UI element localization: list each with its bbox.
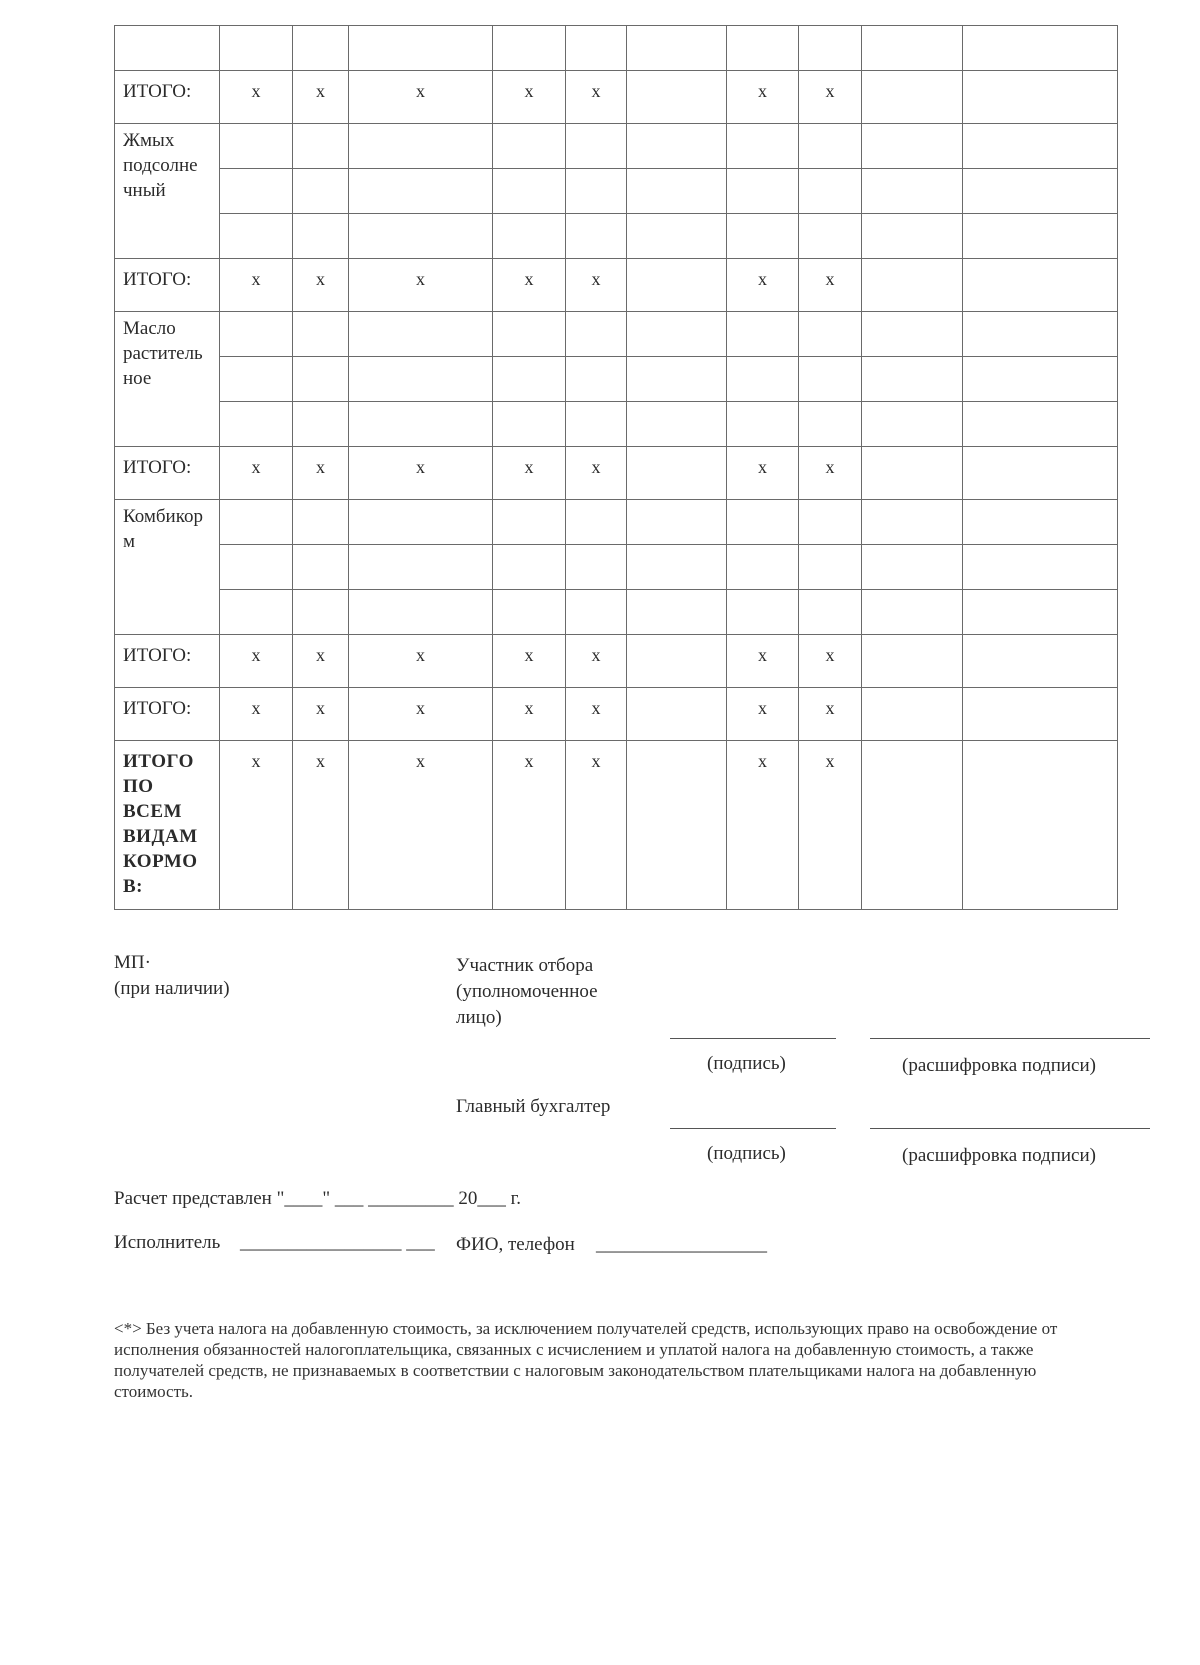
group-name-line: раститель bbox=[123, 343, 203, 364]
table-cell bbox=[493, 169, 566, 214]
table-cell bbox=[566, 545, 627, 590]
table-cell bbox=[862, 590, 963, 635]
total-label: ИТОГО: bbox=[115, 71, 220, 124]
x-mark: х bbox=[566, 447, 627, 500]
table-cell bbox=[799, 500, 862, 545]
executor-label: Исполнитель bbox=[114, 1232, 221, 1253]
total-row bbox=[115, 635, 1118, 688]
group-name-line: м bbox=[123, 531, 136, 552]
table-cell bbox=[493, 500, 566, 545]
table-cell bbox=[727, 124, 799, 169]
table-cell bbox=[963, 500, 1118, 545]
table-cell bbox=[627, 214, 727, 259]
table-cell bbox=[799, 402, 862, 447]
x-mark: х bbox=[349, 71, 493, 124]
table-cell bbox=[862, 741, 963, 910]
table-cell bbox=[963, 635, 1118, 688]
group-name-line: Комбикор bbox=[123, 506, 203, 527]
table-cell bbox=[566, 124, 627, 169]
table-cell bbox=[349, 26, 493, 71]
table-cell bbox=[799, 545, 862, 590]
table-cell bbox=[627, 500, 727, 545]
grand-total-line: КОРМО bbox=[123, 851, 198, 872]
x-mark: х bbox=[220, 635, 293, 688]
table-cell bbox=[627, 124, 727, 169]
table-cell bbox=[963, 26, 1118, 71]
x-mark: х bbox=[220, 71, 293, 124]
x-mark: х bbox=[727, 259, 799, 312]
table-cell bbox=[627, 312, 727, 357]
table-cell bbox=[349, 214, 493, 259]
x-mark: х bbox=[799, 447, 862, 500]
x-mark: х bbox=[566, 688, 627, 741]
group-name bbox=[115, 500, 220, 635]
table-cell bbox=[566, 214, 627, 259]
participant-label-line3: лицо) bbox=[456, 1007, 502, 1028]
table-cell bbox=[963, 402, 1118, 447]
table-cell bbox=[862, 259, 963, 312]
group-name-line: ное bbox=[123, 368, 152, 389]
x-mark: х bbox=[799, 259, 862, 312]
table-cell bbox=[293, 124, 349, 169]
table-cell bbox=[220, 312, 293, 357]
table-cell bbox=[293, 500, 349, 545]
participant-label: Участник отбора bbox=[456, 955, 594, 976]
x-mark: х bbox=[566, 741, 627, 910]
participant-signature-caption: (подпись) bbox=[707, 1053, 786, 1074]
grand-total-row bbox=[115, 741, 1118, 910]
table-cell bbox=[493, 545, 566, 590]
table-cell bbox=[627, 71, 727, 124]
total-row bbox=[115, 259, 1118, 312]
table-cell bbox=[220, 214, 293, 259]
group-name bbox=[115, 312, 220, 447]
participant-decode-caption: (расшифровка подписи) bbox=[902, 1055, 1096, 1076]
table-row bbox=[115, 312, 1118, 357]
table-cell bbox=[862, 545, 963, 590]
table-cell bbox=[963, 259, 1118, 312]
table-row bbox=[115, 214, 1118, 259]
x-mark: х bbox=[727, 71, 799, 124]
table-cell bbox=[963, 741, 1118, 910]
table-cell bbox=[220, 545, 293, 590]
x-mark: х bbox=[493, 259, 566, 312]
table-cell bbox=[627, 402, 727, 447]
table-cell bbox=[862, 447, 963, 500]
table-cell bbox=[293, 545, 349, 590]
table-cell bbox=[862, 124, 963, 169]
table-cell bbox=[727, 169, 799, 214]
x-mark: х bbox=[220, 447, 293, 500]
table-cell bbox=[566, 357, 627, 402]
table-cell bbox=[220, 26, 293, 71]
total-row bbox=[115, 688, 1118, 741]
table-cell bbox=[293, 214, 349, 259]
accountant-signature-line bbox=[670, 1128, 836, 1129]
table-cell bbox=[862, 357, 963, 402]
table-cell bbox=[963, 447, 1118, 500]
table-cell bbox=[799, 214, 862, 259]
stamp-label: МП· bbox=[114, 952, 151, 973]
table-cell bbox=[493, 402, 566, 447]
x-mark: х bbox=[349, 741, 493, 910]
stamp-note: (при наличии) bbox=[114, 978, 230, 999]
table-cell bbox=[862, 26, 963, 71]
table-cell bbox=[627, 741, 727, 910]
grand-total-label bbox=[115, 741, 220, 910]
grand-total-line: ВИДАМ bbox=[123, 826, 198, 847]
table-cell bbox=[493, 26, 566, 71]
table-cell bbox=[349, 357, 493, 402]
group-name-line: подсолне bbox=[123, 155, 198, 176]
total-label: ИТОГО: bbox=[115, 688, 220, 741]
chief-accountant-label: Главный бухгалтер bbox=[456, 1096, 611, 1117]
table-cell bbox=[862, 635, 963, 688]
x-mark: х bbox=[293, 259, 349, 312]
table-cell bbox=[963, 590, 1118, 635]
table-cell bbox=[627, 635, 727, 688]
total-label: ИТОГО: bbox=[115, 259, 220, 312]
total-label: ИТОГО: bbox=[115, 635, 220, 688]
x-mark: х bbox=[493, 635, 566, 688]
table-cell bbox=[349, 169, 493, 214]
group-name-line: Жмых bbox=[123, 130, 175, 151]
x-mark: х bbox=[799, 635, 862, 688]
table-cell bbox=[727, 312, 799, 357]
x-mark: х bbox=[293, 741, 349, 910]
table-row bbox=[115, 124, 1118, 169]
table-cell bbox=[862, 71, 963, 124]
x-mark: х bbox=[293, 71, 349, 124]
table-cell bbox=[963, 71, 1118, 124]
table-cell bbox=[293, 590, 349, 635]
group-name-line: Масло bbox=[123, 318, 176, 339]
x-mark: х bbox=[293, 688, 349, 741]
table-cell bbox=[627, 688, 727, 741]
x-mark: х bbox=[727, 447, 799, 500]
table-cell bbox=[727, 545, 799, 590]
table-cell bbox=[220, 500, 293, 545]
table-cell bbox=[727, 357, 799, 402]
x-mark: х bbox=[799, 688, 862, 741]
table-cell bbox=[627, 590, 727, 635]
table-row bbox=[115, 402, 1118, 447]
total-row bbox=[115, 447, 1118, 500]
x-mark: х bbox=[493, 447, 566, 500]
x-mark: х bbox=[493, 741, 566, 910]
table-cell bbox=[963, 545, 1118, 590]
table-row bbox=[115, 357, 1118, 402]
table-cell bbox=[627, 169, 727, 214]
x-mark: х bbox=[727, 741, 799, 910]
accountant-decode-caption: (расшифровка подписи) bbox=[902, 1145, 1096, 1166]
table-cell bbox=[566, 26, 627, 71]
x-mark: х bbox=[799, 71, 862, 124]
table-cell bbox=[963, 688, 1118, 741]
table-cell bbox=[493, 214, 566, 259]
table-cell bbox=[963, 214, 1118, 259]
x-mark: х bbox=[566, 259, 627, 312]
x-mark: х bbox=[493, 688, 566, 741]
table-cell bbox=[293, 402, 349, 447]
x-mark: х bbox=[349, 635, 493, 688]
table-body bbox=[115, 26, 1118, 910]
accountant-signature-caption: (подпись) bbox=[707, 1143, 786, 1164]
table-cell bbox=[349, 312, 493, 357]
x-mark: х bbox=[727, 635, 799, 688]
group-name-line: чный bbox=[123, 180, 166, 201]
table-cell bbox=[493, 357, 566, 402]
table-cell bbox=[963, 357, 1118, 402]
x-mark: х bbox=[220, 741, 293, 910]
accountant-decode-line bbox=[870, 1128, 1150, 1129]
table-cell bbox=[727, 590, 799, 635]
x-mark: х bbox=[727, 688, 799, 741]
table-cell bbox=[627, 447, 727, 500]
x-mark: х bbox=[220, 688, 293, 741]
table-row bbox=[115, 590, 1118, 635]
table-cell bbox=[862, 214, 963, 259]
table-cell bbox=[493, 590, 566, 635]
feed-calculation-table bbox=[114, 25, 1118, 910]
table-cell bbox=[220, 169, 293, 214]
grand-total-line: В: bbox=[123, 876, 143, 897]
table-cell bbox=[566, 169, 627, 214]
table-cell bbox=[727, 214, 799, 259]
table-cell bbox=[727, 26, 799, 71]
table-cell bbox=[627, 545, 727, 590]
table-cell bbox=[862, 402, 963, 447]
table-cell bbox=[349, 402, 493, 447]
table-cell bbox=[727, 402, 799, 447]
x-mark: х bbox=[293, 447, 349, 500]
x-mark: х bbox=[220, 259, 293, 312]
table-cell bbox=[220, 124, 293, 169]
grand-total-line: ИТОГО bbox=[123, 751, 194, 772]
contact-blank: __________________ bbox=[596, 1234, 767, 1255]
table-cell bbox=[799, 590, 862, 635]
x-mark: х bbox=[349, 688, 493, 741]
table-row bbox=[115, 500, 1118, 545]
participant-signature-line bbox=[670, 1038, 836, 1039]
x-mark: х bbox=[799, 741, 862, 910]
table-cell bbox=[349, 590, 493, 635]
table-cell bbox=[799, 312, 862, 357]
table-cell bbox=[862, 688, 963, 741]
table-cell bbox=[566, 312, 627, 357]
table-row bbox=[115, 169, 1118, 214]
grand-total-line: ВСЕМ bbox=[123, 801, 182, 822]
table-cell bbox=[566, 402, 627, 447]
table-row bbox=[115, 26, 1118, 71]
table-cell bbox=[799, 169, 862, 214]
table-cell bbox=[862, 169, 963, 214]
table-cell bbox=[862, 312, 963, 357]
table-cell bbox=[799, 357, 862, 402]
table-cell bbox=[799, 26, 862, 71]
table-cell bbox=[220, 357, 293, 402]
x-mark: х bbox=[293, 635, 349, 688]
table-cell bbox=[349, 500, 493, 545]
table-cell bbox=[627, 357, 727, 402]
table-cell bbox=[349, 124, 493, 169]
x-mark: х bbox=[349, 259, 493, 312]
table-cell bbox=[349, 545, 493, 590]
participant-label-line2: (уполномоченное bbox=[456, 981, 598, 1002]
table-cell bbox=[963, 124, 1118, 169]
submission-date-line: Расчет представлен "____" ___ _________ 20___ г. bbox=[114, 1188, 521, 1209]
table-cell bbox=[963, 169, 1118, 214]
table-cell bbox=[627, 259, 727, 312]
table-cell bbox=[293, 169, 349, 214]
contact-label: ФИО, телефон bbox=[456, 1234, 575, 1255]
table-cell bbox=[293, 26, 349, 71]
table-cell bbox=[627, 26, 727, 71]
vat-footnote: <*> Без учета налога на добавленную стоимость, за исключением получателей средств, использующих право на освобождение от исполнения обязанностей налогоплательщика, связанных с исчислением и уплатой налога на добавленную стоимость, а также получателей средств, не признаваемых в соответствии с налоговым законодательством плательщиками налога на добавленную стоимость. bbox=[114, 1319, 1058, 1401]
grand-total-line: ПО bbox=[123, 776, 154, 797]
table-row bbox=[115, 545, 1118, 590]
table-cell bbox=[293, 357, 349, 402]
table-cell bbox=[566, 500, 627, 545]
table-cell bbox=[293, 312, 349, 357]
table-cell bbox=[566, 590, 627, 635]
executor-blank: _________________ ___ bbox=[240, 1232, 435, 1253]
total-row bbox=[115, 71, 1118, 124]
table-cell bbox=[862, 500, 963, 545]
table-cell bbox=[115, 26, 220, 71]
x-mark: х bbox=[349, 447, 493, 500]
x-mark: х bbox=[566, 71, 627, 124]
table-cell bbox=[727, 500, 799, 545]
table-cell bbox=[220, 402, 293, 447]
table-cell bbox=[963, 312, 1118, 357]
table-cell bbox=[493, 124, 566, 169]
group-name bbox=[115, 124, 220, 259]
participant-decode-line bbox=[870, 1038, 1150, 1039]
x-mark: х bbox=[493, 71, 566, 124]
x-mark: х bbox=[566, 635, 627, 688]
table-cell bbox=[220, 590, 293, 635]
total-label: ИТОГО: bbox=[115, 447, 220, 500]
table-cell bbox=[799, 124, 862, 169]
table-cell bbox=[493, 312, 566, 357]
